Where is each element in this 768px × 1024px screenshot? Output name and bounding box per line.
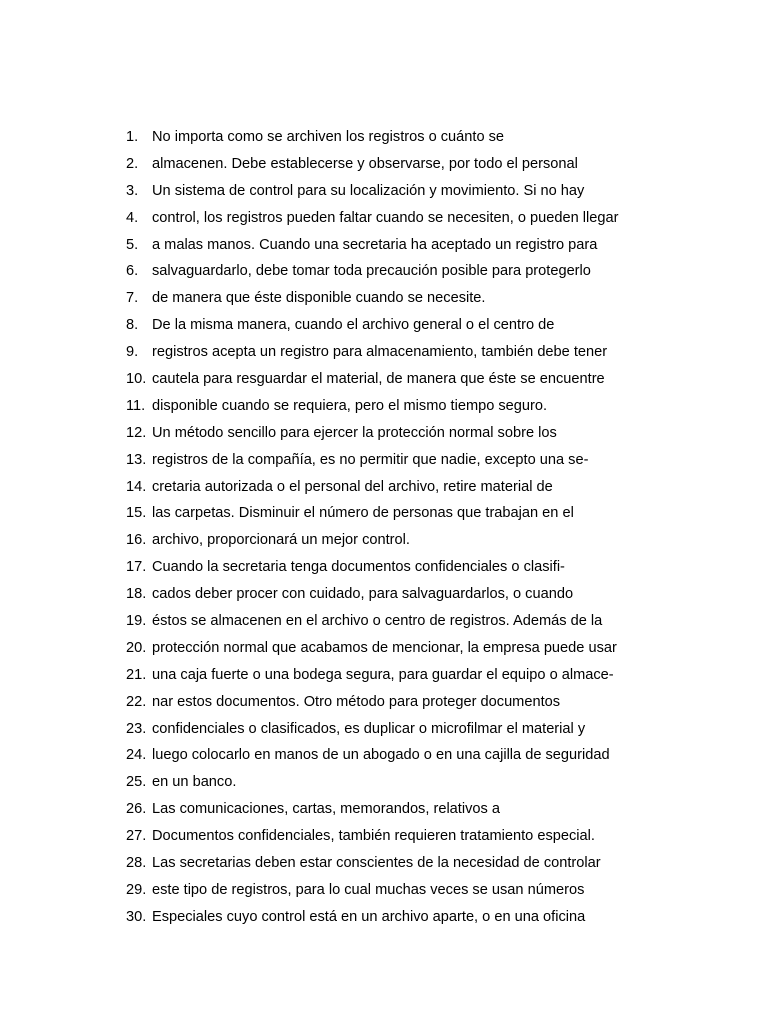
line-text: éstos se almacenen en el archivo o centro de registros. Además de la	[152, 613, 603, 630]
line-number: 24.	[126, 747, 147, 764]
line-text: Las comunicaciones, cartas, memorandos, relativos a	[152, 801, 500, 818]
line-number: 21.	[126, 666, 147, 683]
text-line	[0, 742, 768, 769]
line-text: protección normal que acabamos de mencionar, la empresa puede usar	[152, 639, 617, 656]
line-text: en un banco.	[152, 774, 237, 791]
line-number: 10.	[126, 371, 147, 388]
text-line	[0, 339, 768, 366]
line-number: 5.	[126, 236, 139, 253]
line-number: 6.	[126, 263, 139, 280]
line-number: 26.	[126, 801, 147, 818]
text-line	[0, 232, 768, 259]
line-text: Documentos confidenciales, también requieren tratamiento especial.	[152, 828, 595, 845]
line-number: 17.	[126, 559, 147, 576]
line-text: cados deber procer con cuidado, para salvaguardarlos, o cuando	[152, 586, 574, 603]
text-line	[0, 393, 768, 420]
line-number: 13.	[126, 451, 147, 468]
text-line	[0, 904, 768, 931]
line-number: 15.	[126, 505, 147, 522]
line-number: 3.	[126, 182, 139, 199]
text-line	[0, 662, 768, 689]
text-line	[0, 366, 768, 393]
line-text: cretaria autorizada o el personal del archivo, retire material de	[152, 478, 553, 495]
text-line	[0, 500, 768, 527]
line-number: 27.	[126, 828, 147, 845]
line-text: Un sistema de control para su localización y movimiento. Si no hay	[152, 182, 585, 199]
line-number: 19.	[126, 613, 147, 630]
text-line	[0, 178, 768, 205]
line-text: registros de la compañía, es no permitir que nadie, excepto una se-	[152, 451, 589, 468]
line-text: a malas manos. Cuando una secretaria ha aceptado un registro para	[152, 236, 598, 253]
line-text: No importa como se archiven los registros o cuánto se	[152, 129, 505, 145]
text-line	[0, 877, 768, 904]
line-text: una caja fuerte o una bodega segura, para guardar el equipo o almace-	[152, 666, 614, 683]
text-line	[0, 312, 768, 339]
line-text: nar estos documentos. Otro método para proteger documentos	[152, 693, 561, 710]
line-number: 14.	[126, 478, 147, 495]
line-text: Un método sencillo para ejercer la protección normal sobre los	[152, 424, 557, 441]
line-text: Cuando la secretaria tenga documentos confidenciales o clasifi-	[152, 559, 565, 576]
line-number: 8.	[126, 317, 139, 334]
numbered-text-body	[0, 124, 768, 931]
text-line	[0, 769, 768, 796]
line-text: registros acepta un registro para almacenamiento, también debe tener	[152, 344, 608, 361]
text-line	[0, 420, 768, 447]
line-text: Especiales cuyo control está en un archivo aparte, o en una oficina	[152, 908, 586, 925]
line-number: 18.	[126, 586, 147, 603]
line-number: 29.	[126, 881, 147, 898]
line-text: De la misma manera, cuando el archivo general o el centro de	[152, 317, 555, 334]
line-text: control, los registros pueden faltar cuando se necesiten, o pueden llegar	[152, 209, 619, 226]
line-number: 11.	[126, 397, 146, 414]
line-text: almacenen. Debe establecerse y observarse, por todo el personal	[152, 155, 578, 172]
line-number: 16.	[126, 532, 147, 549]
line-text: este tipo de registros, para lo cual muchas veces se usan números	[152, 881, 585, 898]
line-text: cautela para resguardar el material, de manera que éste se encuentre	[152, 371, 605, 388]
line-text: confidenciales o clasificados, es duplicar o microfilmar el material y	[152, 720, 586, 737]
text-line	[0, 796, 768, 823]
text-line	[0, 608, 768, 635]
text-line	[0, 527, 768, 554]
line-text: Las secretarias deben estar conscientes de la necesidad de controlar	[152, 855, 601, 872]
text-line	[0, 205, 768, 232]
line-number: 4.	[126, 209, 139, 226]
text-line	[0, 447, 768, 474]
line-number: 12.	[126, 424, 147, 441]
line-number: 1.	[126, 129, 139, 145]
text-line	[0, 474, 768, 501]
text-line	[0, 850, 768, 877]
line-text: las carpetas. Disminuir el número de personas que trabajan en el	[152, 505, 574, 522]
line-text: de manera que éste disponible cuando se necesite.	[152, 290, 486, 307]
line-text: disponible cuando se requiera, pero el mismo tiempo seguro.	[152, 397, 548, 414]
text-line	[0, 635, 768, 662]
text-line	[0, 716, 768, 743]
text-line	[0, 554, 768, 581]
line-text: salvaguardarlo, debe tomar toda precaución posible para protegerlo	[152, 263, 591, 280]
text-line	[0, 581, 768, 608]
text-line	[0, 151, 768, 178]
text-line	[0, 823, 768, 850]
text-line	[0, 258, 768, 285]
line-number: 2.	[126, 155, 139, 172]
line-number: 7.	[126, 290, 139, 307]
line-number: 23.	[126, 720, 147, 737]
line-number: 20.	[126, 639, 147, 656]
text-line	[0, 124, 768, 151]
line-number: 9.	[126, 344, 139, 361]
text-line	[0, 285, 768, 312]
line-text: luego colocarlo en manos de un abogado o en una cajilla de seguridad	[152, 747, 610, 764]
line-number: 30.	[126, 908, 147, 925]
text-line	[0, 689, 768, 716]
line-number: 22.	[126, 693, 147, 710]
line-number: 25.	[126, 774, 147, 791]
line-text: archivo, proporcionará un mejor control.	[152, 532, 410, 549]
line-number: 28.	[126, 855, 147, 872]
